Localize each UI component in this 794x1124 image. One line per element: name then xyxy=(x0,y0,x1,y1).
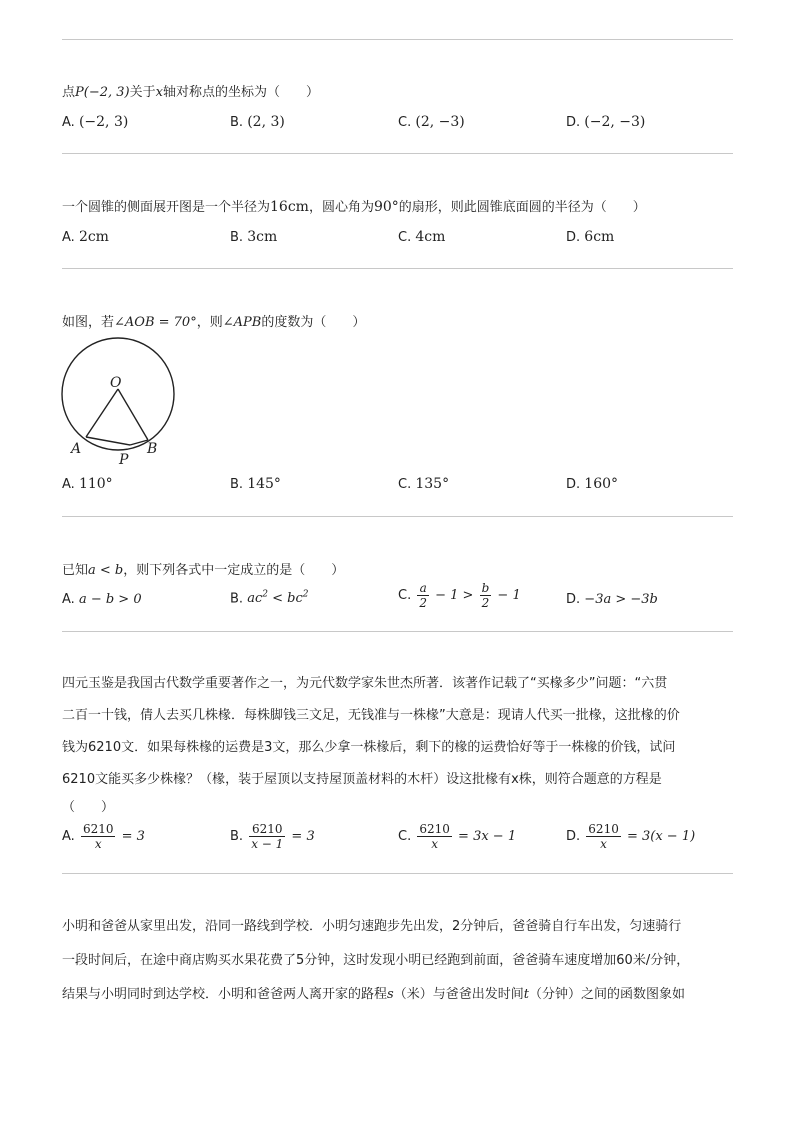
q6-line-3 xyxy=(62,978,734,1012)
q3-circle-figure xyxy=(56,336,186,470)
q6-line3-b: （米）与爸爸出发时间 xyxy=(393,987,524,1002)
label-o: O xyxy=(110,375,122,391)
fraction-numerator: 6210 xyxy=(588,822,619,836)
q6-line3-c: （分钟）之间的函数图象如 xyxy=(528,987,685,1002)
fraction-denominator: x − 1 xyxy=(251,837,284,851)
fraction-option-d xyxy=(586,822,621,851)
option-letter: C. xyxy=(398,477,412,492)
option-value: 4cm xyxy=(415,229,446,245)
q3-given: ∠AOB = 70° xyxy=(114,315,197,330)
q3-option-a[interactable] xyxy=(62,476,113,492)
option-letter: D. xyxy=(566,829,581,844)
q6-line3-a: 结果与小明同时到达学校．小明和爸爸两人离开家的路程 xyxy=(62,987,388,1002)
option-letter: C. xyxy=(398,115,412,130)
label-b: B xyxy=(147,441,158,457)
fraction-option-b xyxy=(249,822,285,851)
q5-line: 钱为6210文．如果每株椽的运费是3文，那么少拿一株椽后，剩下的椽的运费恰好等于一株椽的价钱，试问 xyxy=(62,740,676,755)
fraction-numerator: a xyxy=(417,581,429,596)
option-value: 110° xyxy=(78,476,113,492)
q1-option-d[interactable] xyxy=(566,114,645,130)
q5-option-a[interactable] xyxy=(62,822,145,851)
expr-part: − 1 > xyxy=(431,588,478,603)
q6-paragraph xyxy=(62,910,734,1012)
q2-angle: 90° xyxy=(373,199,399,215)
fraction-numerator: b xyxy=(481,581,490,595)
q5-line: 二百一十钱，倩人去买几株椽．每株脚钱三文足，无钱准与一株椽”大意是：现请人代买一批椽，这批椽的价 xyxy=(62,708,680,723)
fraction-numerator: 6210 xyxy=(249,822,285,837)
q6-line-1: 小明和爸爸从家里出发，沿同一路线到学校．小明匀速跑步先出发，2分钟后，爸爸骑自行车出发，匀速骑行 xyxy=(62,919,682,934)
q1-option-a[interactable] xyxy=(62,114,128,130)
option-rhs: = 3 xyxy=(117,829,145,844)
option-value: −3a > −3b xyxy=(584,592,658,607)
q1-stem-prefix: 点 xyxy=(62,85,76,100)
option-value: 135° xyxy=(415,476,450,492)
option-letter: B. xyxy=(230,115,244,130)
q2-stem-a: 一个圆锥的侧面展开图是一个半径为 xyxy=(62,200,271,215)
q3-option-d[interactable] xyxy=(566,476,618,492)
option-letter: B. xyxy=(230,477,244,492)
option-value: 6cm xyxy=(584,229,615,245)
q1-option-c[interactable] xyxy=(398,114,465,130)
option-value: 3cm xyxy=(247,229,278,245)
q6-line-2: 一段时间后，在途中商店购买水果花费了5分钟，这时发现小明已经跑到前面，爸爸骑车速度增加60米/分钟， xyxy=(62,953,690,968)
label-p: P xyxy=(119,452,129,468)
fraction-b-over-2 xyxy=(480,581,492,610)
fraction-option-c xyxy=(417,822,452,851)
separator-top xyxy=(62,39,733,40)
q2-option-a[interactable] xyxy=(62,229,109,245)
separator-q5 xyxy=(62,873,733,874)
q3-option-b[interactable] xyxy=(230,476,281,492)
option-value: (−2, −3) xyxy=(584,114,646,130)
exponent: 2 xyxy=(302,590,309,600)
exponent: 2 xyxy=(262,590,268,600)
q2-stem-c: 的扇形，则此圆锥底面圆的半径为（ ） xyxy=(398,200,646,215)
label-a: A xyxy=(71,441,82,457)
q1-stem-suffix: 轴对称点的坐标为（ ） xyxy=(162,85,319,100)
q4-option-b[interactable] xyxy=(230,590,308,606)
q4-stem-a: 已知 xyxy=(62,563,89,578)
fraction-option-a xyxy=(81,822,116,851)
option-letter: B. xyxy=(230,230,244,245)
q3-stem xyxy=(62,311,365,330)
q3-stem-a: 如图，若 xyxy=(62,315,115,330)
option-letter: B. xyxy=(230,829,244,844)
q2-option-b[interactable] xyxy=(230,229,277,245)
option-rhs: = 3 xyxy=(287,829,315,844)
option-letter: A. xyxy=(62,230,75,245)
q4-stem-b: ，则下列各式中一定成立的是（ ） xyxy=(123,563,345,578)
separator-q1 xyxy=(62,153,733,154)
q1-option-b[interactable] xyxy=(230,114,285,130)
q4-option-a[interactable] xyxy=(62,592,142,607)
q1-point: P(−2, 3) xyxy=(75,85,130,100)
option-value: (−2, 3) xyxy=(78,114,129,130)
option-letter: A. xyxy=(62,115,75,130)
fraction-denominator: 2 xyxy=(419,596,427,610)
option-value: (2, 3) xyxy=(247,114,285,130)
fraction-numerator: 6210 xyxy=(82,822,114,836)
option-letter: A. xyxy=(62,477,75,492)
q3-stem-c: 的度数为（ ） xyxy=(261,315,366,330)
option-value: (2, −3) xyxy=(415,114,465,130)
option-value: 160° xyxy=(584,476,619,492)
segment-ob xyxy=(118,389,148,440)
option-value: 2cm xyxy=(78,229,109,245)
separator-q4 xyxy=(62,631,733,632)
option-letter: A. xyxy=(62,829,75,844)
separator-q2 xyxy=(62,268,733,269)
q2-option-d[interactable] xyxy=(566,229,614,245)
option-letter: B. xyxy=(230,591,244,607)
q5-option-c[interactable] xyxy=(398,822,516,851)
expr-part: < bc xyxy=(267,591,303,607)
q5-line: 四元玉鉴是我国古代数学重要著作之一，为元代数学家朱世杰所著．该著作记载了“买椽多少”问题：“六贯 xyxy=(62,676,668,691)
separator-q3 xyxy=(62,516,733,517)
q1-axis-var: x xyxy=(155,85,163,100)
q1-stem-mid: 关于 xyxy=(129,85,156,100)
option-letter: D. xyxy=(566,115,581,130)
option-value: 145° xyxy=(247,476,281,492)
option-letter: D. xyxy=(566,477,581,492)
segment-oa xyxy=(86,389,118,437)
option-rhs: = 3x − 1 xyxy=(453,829,517,844)
q2-stem-b: ，圆心角为 xyxy=(308,200,374,215)
q5-option-d[interactable] xyxy=(566,822,695,851)
option-letter: C. xyxy=(398,230,412,245)
q5-paragraph xyxy=(62,668,734,820)
fraction-denominator: x xyxy=(431,837,439,851)
option-value xyxy=(247,591,308,606)
q2-stem xyxy=(62,196,646,215)
q3-stem-b: ，则 xyxy=(196,315,223,330)
q3-target: ∠APB xyxy=(222,315,262,330)
fraction-denominator: x xyxy=(600,837,607,851)
option-value: a − b > 0 xyxy=(78,592,142,607)
circle-outline xyxy=(62,338,174,450)
option-letter: C. xyxy=(398,588,412,603)
q5-line: （ ） xyxy=(62,800,115,815)
q4-stem xyxy=(62,559,344,578)
fraction-denominator: x xyxy=(94,837,102,851)
q3-option-c[interactable] xyxy=(398,476,449,492)
q5-option-b[interactable] xyxy=(230,822,315,851)
q1-stem xyxy=(62,81,319,100)
q4-given: a < b xyxy=(88,563,124,578)
fraction-numerator: 6210 xyxy=(419,822,450,836)
option-letter: D. xyxy=(566,230,581,245)
fraction-a-over-2 xyxy=(417,581,429,610)
option-letter: C. xyxy=(398,829,412,844)
q2-option-c[interactable] xyxy=(398,229,445,245)
expr-part: − 1 xyxy=(493,588,521,603)
q2-radius: 16cm xyxy=(270,199,309,215)
expr-part: ac xyxy=(247,591,263,607)
q4-option-d[interactable] xyxy=(566,592,658,607)
q6-var-t: t xyxy=(523,987,529,1002)
q4-option-c[interactable] xyxy=(398,581,521,610)
q6-var-s: s xyxy=(387,987,394,1002)
option-letter: D. xyxy=(566,592,581,607)
option-letter: A. xyxy=(62,592,75,607)
fraction-denominator: 2 xyxy=(481,596,490,610)
q5-line: 6210文能买多少株椽？（椽，装于屋顶以支持屋顶盖材料的木杆）设这批椽有x株，则符合题意的方程是 xyxy=(62,772,662,787)
option-rhs: = 3(x − 1) xyxy=(622,829,696,844)
